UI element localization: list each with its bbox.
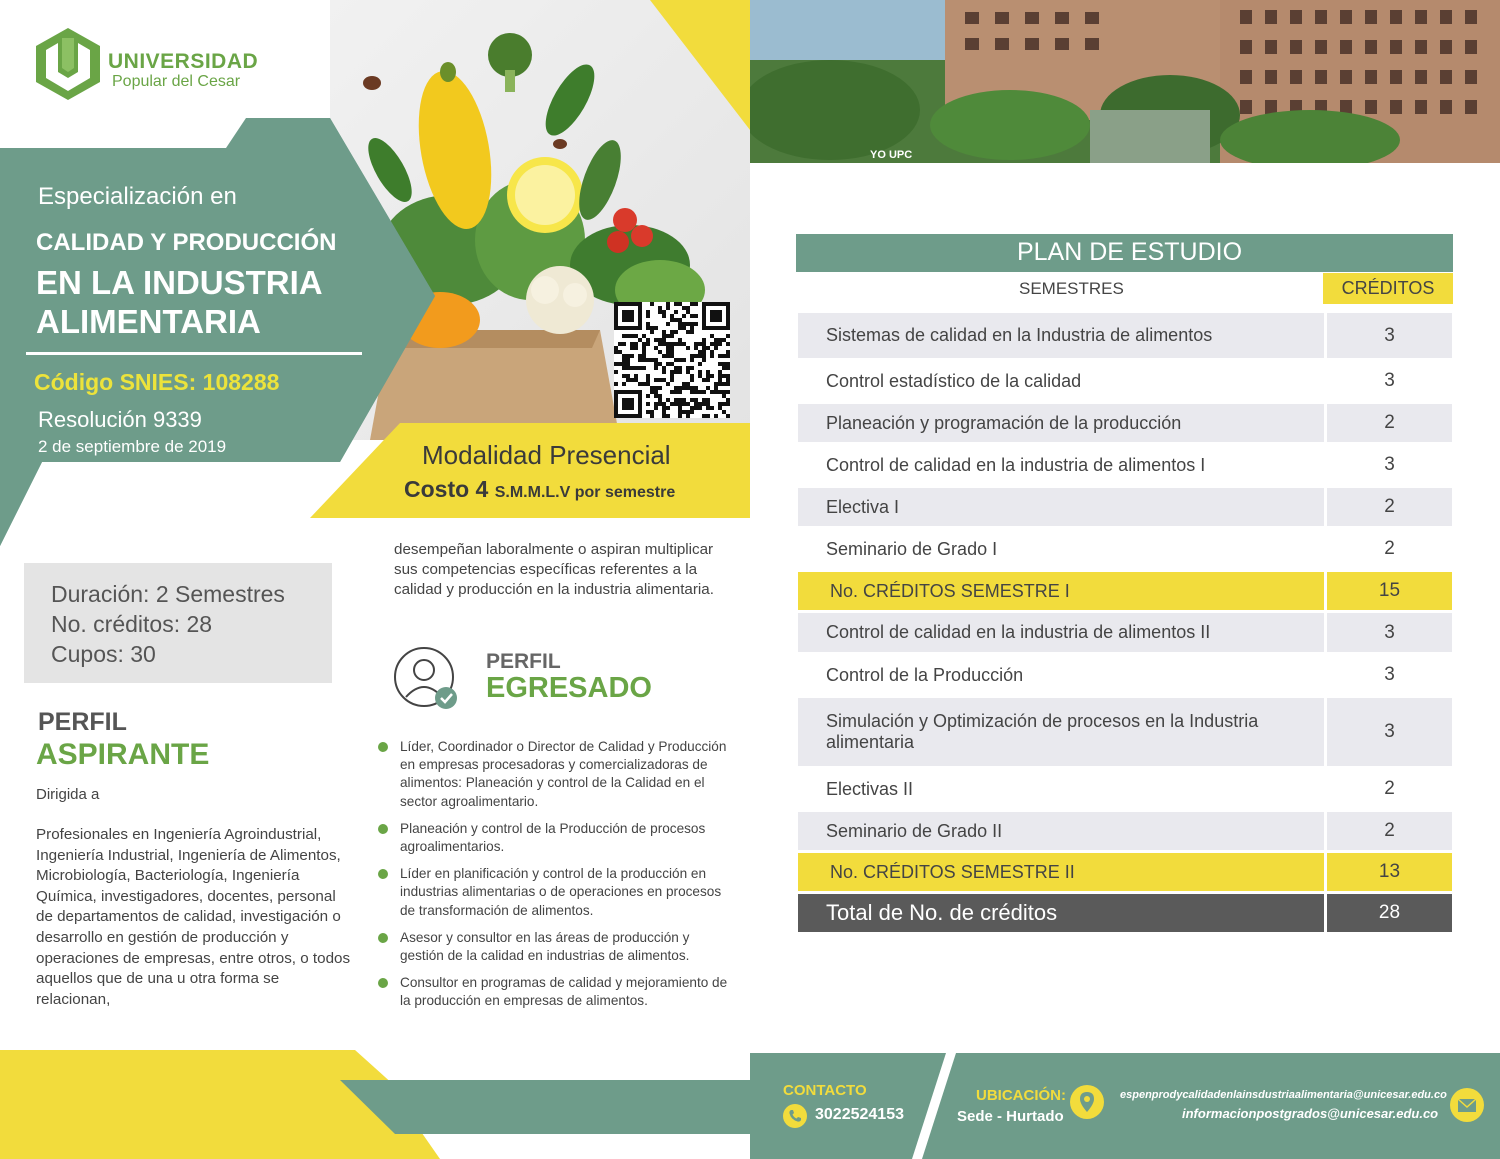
course-credits: 3	[1327, 698, 1452, 766]
course-name: Electivas II	[798, 769, 1324, 809]
course-credits: 3	[1327, 313, 1452, 358]
perfil-aspirante-title: ASPIRANTE	[36, 738, 210, 771]
table-row	[798, 488, 1452, 526]
course-name: Control de calidad en la industria de alimentos II	[798, 613, 1324, 652]
snies-code: Código SNIES: 108288	[34, 369, 280, 395]
program-intro: Especialización en	[38, 183, 237, 210]
table-row	[798, 769, 1452, 809]
table-row	[798, 361, 1452, 401]
course-name: Sistemas de calidad en la Industria de alimentos	[798, 313, 1324, 358]
table-row	[798, 655, 1452, 695]
program-title-line2: EN LA INDUSTRIA ALIMENTARIA	[36, 264, 322, 340]
location-value: Sede - Hurtado	[957, 1108, 1064, 1125]
course-name: Simulación y Optimización de procesos en la Industria alimentaria	[798, 698, 1324, 766]
course-name: Total de No. de créditos	[798, 894, 1324, 932]
seats: Cupos: 30	[51, 641, 156, 667]
semesters-column-header: SEMESTRES	[1019, 279, 1124, 298]
course-name: No. CRÉDITOS SEMESTRE II	[798, 853, 1324, 891]
phone-icon	[783, 1104, 807, 1128]
table-row	[798, 445, 1452, 485]
course-credits: 15	[1327, 572, 1452, 610]
list-item: Líder en planificación y control de la producción en industrias alimentarias o de operaciones en procesos de transformación de alimentos.	[376, 865, 736, 920]
campus-photo	[750, 0, 1500, 163]
photo-caption: YO UPC	[870, 149, 913, 161]
course-credits: 3	[1327, 613, 1452, 652]
modality-cost: Costo 4 S.M.M.L.V por semestre	[404, 476, 676, 502]
list-item: Asesor y consultor en las áreas de producción y gestión de la calidad en industrias de alimentos.	[376, 929, 736, 965]
perfil-egresado-list	[376, 738, 736, 1020]
contact-phone[interactable]: 3022524153	[815, 1106, 904, 1123]
logo-subtitle: Popular del Cesar	[112, 73, 241, 90]
duration: Duración: 2 Semestres	[51, 581, 285, 607]
plan-table	[798, 313, 1452, 935]
perfil-egresado-title: EGRESADO	[486, 672, 652, 704]
course-name: Seminario de Grado I	[798, 529, 1324, 569]
list-item: Consultor en programas de calidad y mejoramiento de la producción en empresas de alimentos.	[376, 974, 736, 1010]
contact-label: CONTACTO	[783, 1082, 867, 1099]
course-name: Control de la Producción	[798, 655, 1324, 695]
resolution-date: 2 de septiembre de 2019	[38, 437, 227, 456]
table-row	[798, 572, 1452, 610]
course-credits: 2	[1327, 488, 1452, 526]
table-row	[798, 529, 1452, 569]
course-credits: 2	[1327, 529, 1452, 569]
perfil-aspirante-intro: Dirigida a	[36, 786, 100, 803]
course-name: Seminario de Grado II	[798, 812, 1324, 850]
perfil-aspirante-continuation: desempeñan laboralmente o aspiran multiplicar sus competencias específicas referentes a la calidad y producción en la industria alimentaria.	[394, 541, 714, 599]
mail-icon	[1450, 1088, 1484, 1122]
list-item: Planeación y control de la Producción de procesos agroalimentarios.	[376, 820, 736, 856]
perfil-aspirante-label: PERFIL	[38, 708, 127, 736]
table-row	[798, 404, 1452, 442]
table-row	[798, 613, 1452, 652]
university-logo-icon	[36, 28, 100, 100]
qr-code-icon[interactable]	[614, 302, 730, 418]
table-row	[798, 853, 1452, 891]
footer-divider	[900, 1053, 980, 1159]
course-credits: 3	[1327, 361, 1452, 401]
credits-column-header: CRÉDITOS	[1323, 273, 1453, 304]
course-name: Control estadístico de la calidad	[798, 361, 1324, 401]
bottom-decoration	[0, 1050, 750, 1159]
course-credits: 3	[1327, 445, 1452, 485]
location-label: UBICACIÓN:	[976, 1087, 1066, 1104]
logo-title: UNIVERSIDAD	[108, 50, 259, 73]
course-credits: 2	[1327, 404, 1452, 442]
credits: No. créditos: 28	[51, 611, 213, 637]
program-title-line1: CALIDAD Y PRODUCCIÓN	[36, 229, 337, 256]
course-credits: 13	[1327, 853, 1452, 891]
email-postgrados[interactable]: informacionpostgrados@unicesar.edu.co	[1182, 1106, 1439, 1121]
course-name: No. CRÉDITOS SEMESTRE I	[798, 572, 1324, 610]
course-credits: 2	[1327, 769, 1452, 809]
table-row	[798, 313, 1452, 358]
list-item: Líder, Coordinador o Director de Calidad y Producción en empresas procesadoras y comercializadoras de alimentos: Planeación y control de la Calidad en el sector agroalimentario.	[376, 738, 736, 811]
course-name: Planeación y programación de la producción	[798, 404, 1324, 442]
resolution: Resolución 9339	[38, 407, 202, 432]
course-name: Control de calidad en la industria de alimentos I	[798, 445, 1324, 485]
location-pin-icon	[1070, 1085, 1104, 1119]
modality-title: Modalidad Presencial	[422, 440, 671, 470]
table-row	[798, 698, 1452, 766]
course-credits: 3	[1327, 655, 1452, 695]
table-row	[798, 894, 1452, 932]
title-divider	[26, 352, 362, 355]
graduate-profile-icon	[392, 645, 462, 715]
perfil-aspirante-body: Profesionales en Ingeniería Agroindustrial, Ingeniería Industrial, Ingeniería de Alimentos, Microbiología, Bacteriología, Ingeniería Química, investigadores, docentes, personal de departamentos de calidad, investigación o desarrollo en gestión de producción y operaciones de empresas, entre otros, o todos aquellos que de una u otra forma se relacionan,	[36, 826, 351, 1008]
course-credits: 28	[1327, 894, 1452, 932]
course-name: Electiva I	[798, 488, 1324, 526]
perfil-egresado-label: PERFIL	[486, 650, 561, 673]
email-program[interactable]: espenprodycalidadenlainsdustriaalimentaria@unicesar.edu.co	[1120, 1089, 1447, 1101]
course-credits: 2	[1327, 812, 1452, 850]
table-row	[798, 812, 1452, 850]
plan-title: PLAN DE ESTUDIO	[1016, 238, 1243, 266]
